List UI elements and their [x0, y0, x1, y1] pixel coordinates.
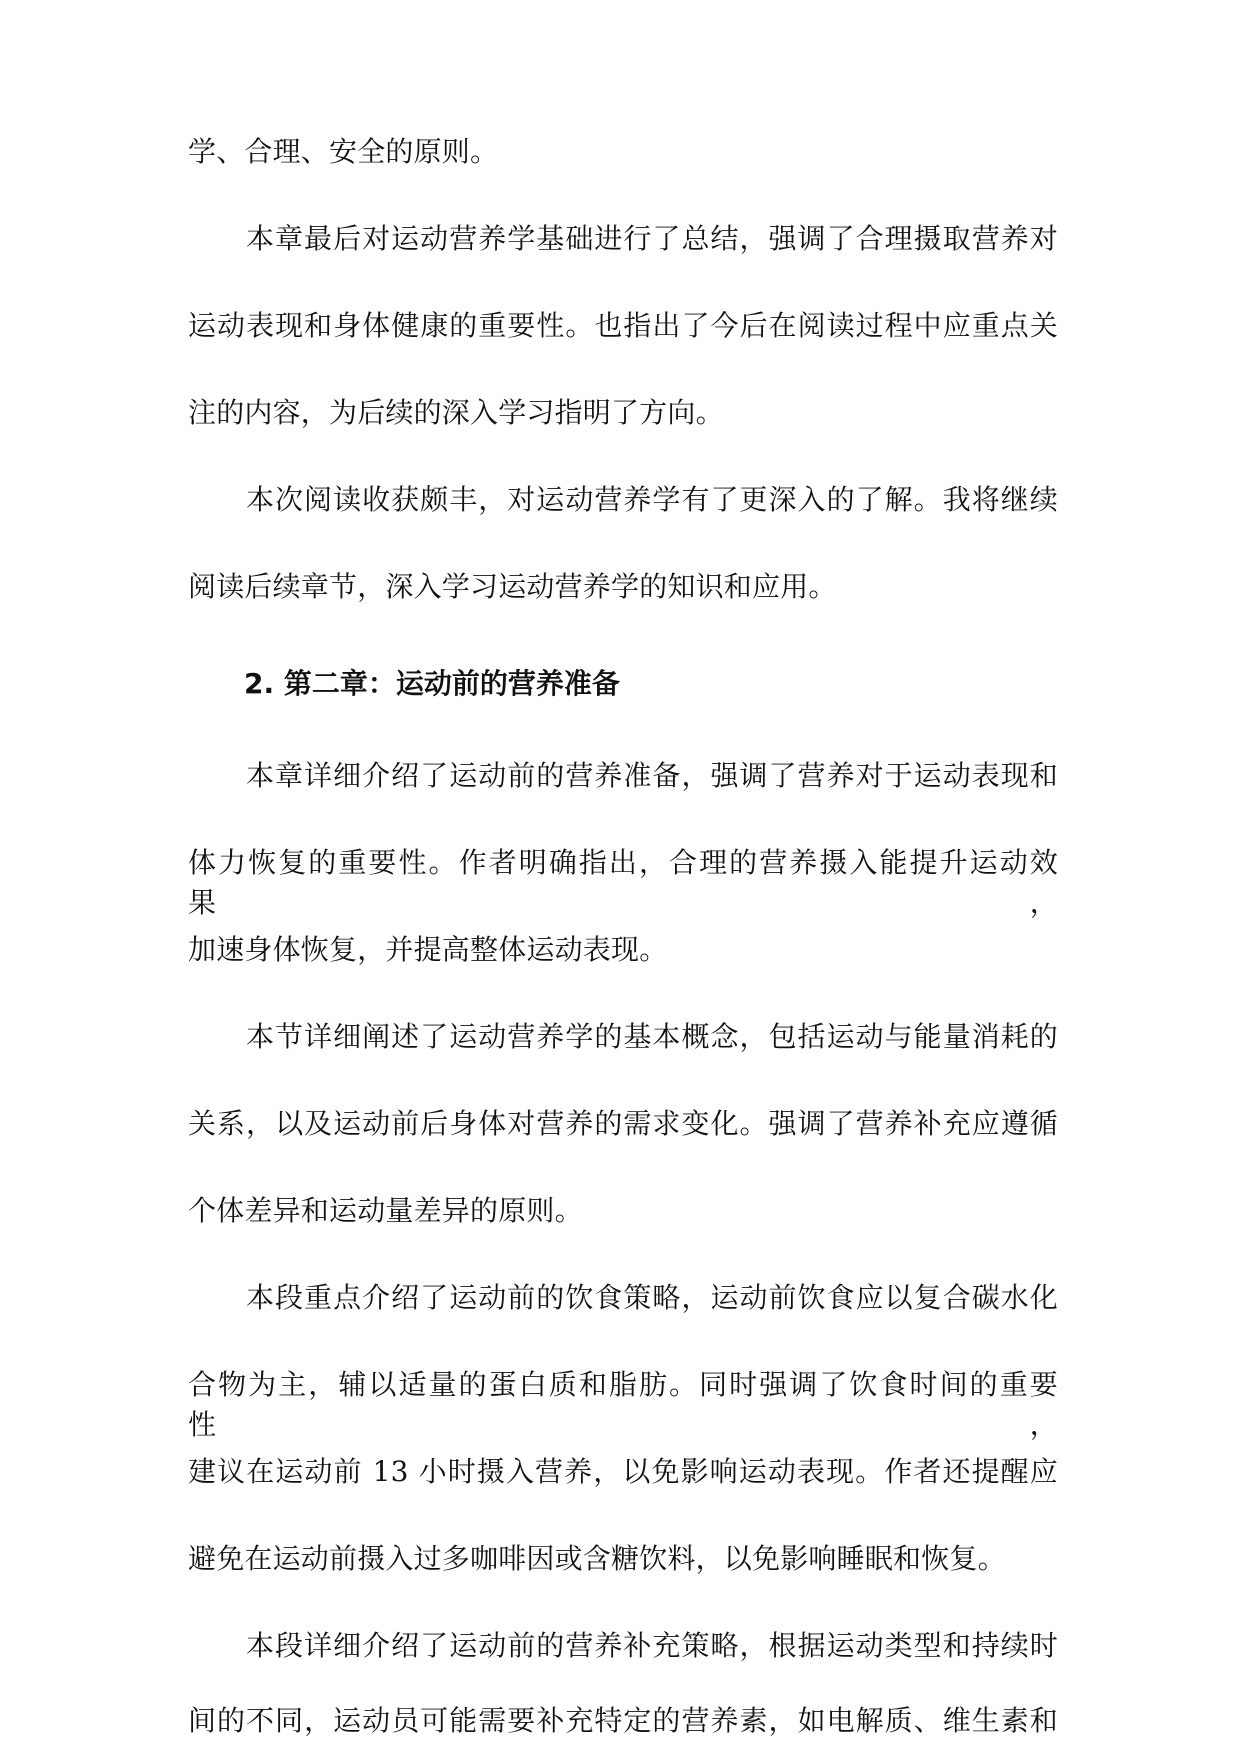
- paragraph-line: 本节详细阐述了运动营养学的基本概念，包括运动与能量消耗的: [246, 1020, 1058, 1053]
- paragraph-line: 体力恢复的重要性。作者明确指出，合理的营养摄入能提升运动效果，: [188, 846, 1058, 919]
- paragraph-line: 关系，以及运动前后身体对营养的需求变化。强调了营养补充应遵循: [188, 1107, 1058, 1140]
- paragraph-line: 个体差异和运动量差异的原则。: [188, 1194, 583, 1227]
- paragraph-line: 本章最后对运动营养学基础进行了总结，强调了合理摄取营养对: [246, 222, 1058, 255]
- paragraph-line: 本章详细介绍了运动前的营养准备，强调了营养对于运动表现和: [246, 759, 1058, 792]
- paragraph-line: 运动表现和身体健康的重要性。也指出了今后在阅读过程中应重点关: [188, 309, 1058, 342]
- paragraph-line: 注的内容，为后续的深入学习指明了方向。: [188, 396, 724, 429]
- paragraph-line: 加速身体恢复，并提高整体运动表现。: [188, 933, 668, 966]
- paragraph-line: 本次阅读收获颇丰，对运动营养学有了更深入的了解。我将继续: [246, 483, 1058, 516]
- paragraph-line: 本段重点介绍了运动前的饮食策略，运动前饮食应以复合碳水化: [246, 1281, 1058, 1314]
- paragraph-line: 避免在运动前摄入过多咖啡因或含糖饮料，以免影响睡眠和恢复。: [188, 1542, 1006, 1575]
- section-heading: 2. 第二章：运动前的营养准备: [244, 667, 620, 700]
- paragraph-line: 阅读后续章节，深入学习运动营养学的知识和应用。: [188, 570, 837, 603]
- paragraph-line: 间的不同，运动员可能需要补充特定的营养素，如电解质、维生素和: [188, 1704, 1058, 1737]
- paragraph-line: 合物为主，辅以适量的蛋白质和脂肪。同时强调了饮食时间的重要性，: [188, 1368, 1058, 1441]
- paragraph-line: 本段详细介绍了运动前的营养补充策略，根据运动类型和持续时: [246, 1629, 1058, 1662]
- paragraph-line: 建议在运动前 13 小时摄入营养，以免影响运动表现。作者还提醒应: [188, 1455, 1058, 1488]
- paragraph-line: 学、合理、安全的原则。: [188, 135, 499, 168]
